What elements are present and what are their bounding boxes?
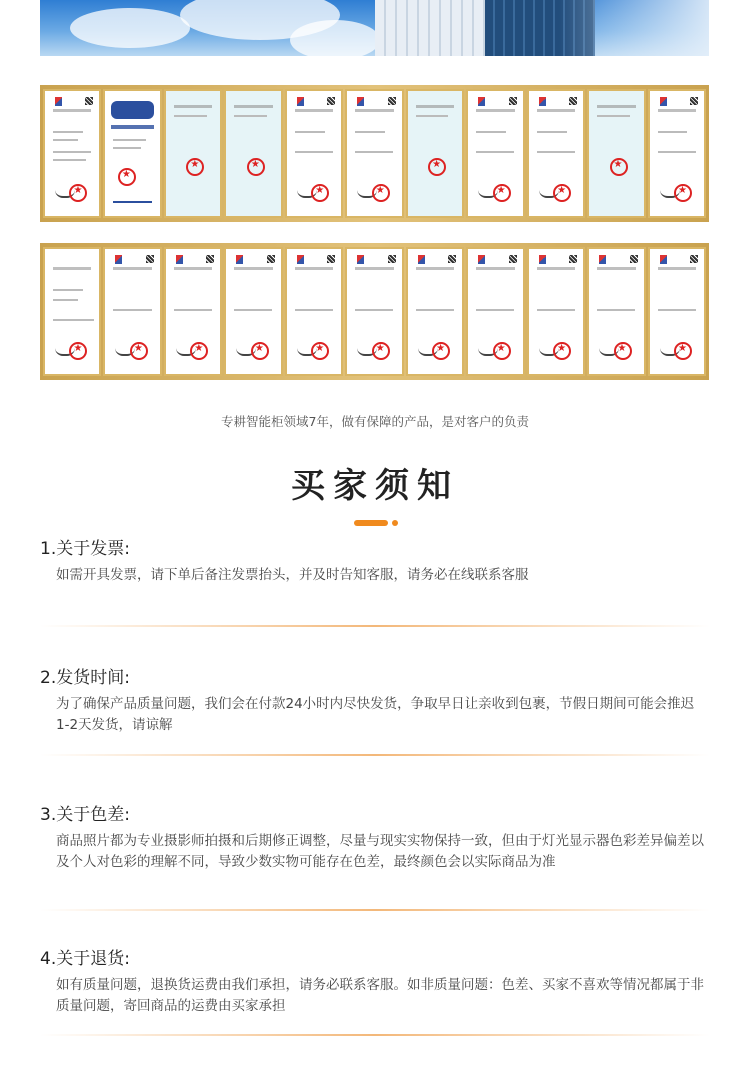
certificate-image [345, 247, 403, 376]
certificate-image [587, 89, 645, 218]
notice-shipping [40, 663, 710, 733]
certificate-gallery-row-1 [40, 85, 709, 222]
section-body: 为了确保产品质量问题，我们会在付款24小时内尽快发货，争取早日让亲收到包裹，节假日期间可能会推迟1-2天发货，请谅解 [56, 696, 695, 733]
certificate-image [406, 247, 464, 376]
certificate-image [527, 247, 585, 376]
certificate-image [648, 247, 706, 376]
certificate-image [587, 247, 645, 376]
gallery-caption: 专耕智能柜领域7年，做有保障的产品，是对客户的负责 [221, 414, 529, 429]
certificate-image [224, 247, 282, 376]
certificate-image [164, 89, 222, 218]
notice-invoice [40, 534, 710, 583]
certificate-image [466, 247, 524, 376]
divider [40, 625, 710, 627]
certificate-image [285, 247, 343, 376]
notice-color-difference [40, 800, 710, 870]
certificate-gallery-row-2 [40, 243, 709, 380]
certificate-image [103, 247, 161, 376]
certificate-image [406, 89, 464, 218]
certificate-image [43, 247, 101, 376]
certificate-image [43, 89, 101, 218]
certificate-image [345, 89, 403, 218]
section-title: 4.关于退货: [40, 949, 130, 969]
certificate-image-iso [103, 89, 161, 218]
building-left [375, 0, 485, 56]
certificate-image [224, 89, 282, 218]
certificate-image [466, 89, 524, 218]
certificate-image [285, 89, 343, 218]
divider [40, 754, 710, 756]
page-heading: 买家须知 [291, 466, 459, 506]
divider [40, 1034, 710, 1036]
certificate-image [648, 89, 706, 218]
section-title: 2.发货时间: [40, 668, 130, 688]
heading-underline-dot [392, 520, 398, 526]
heading-underline-bar [354, 520, 388, 526]
certificate-image [164, 247, 222, 376]
notice-returns [40, 944, 710, 1014]
hero-building-photo [40, 0, 709, 56]
certificate-image [527, 89, 585, 218]
section-body: 商品照片都为专业摄影师拍摄和后期修正调整，尽量与现实实物保持一致，但由于灯光显示器色彩差异偏差以及个人对色彩的理解不同，导致少数实物可能存在色差，最终颜色会以实际商品为准 [56, 833, 704, 870]
divider [40, 909, 710, 911]
section-body: 如有质量问题，退换货运费由我们承担，请务必联系客服。如非质量问题：色差、买家不喜欢等情况都属于非质量问题，寄回商品的运费由买家承担 [56, 977, 704, 1014]
section-body: 如需开具发票，请下单后备注发票抬头，并及时告知客服，请务必在线联系客服 [56, 567, 529, 583]
section-title: 3.关于色差: [40, 805, 130, 825]
section-title: 1.关于发票: [40, 539, 130, 559]
